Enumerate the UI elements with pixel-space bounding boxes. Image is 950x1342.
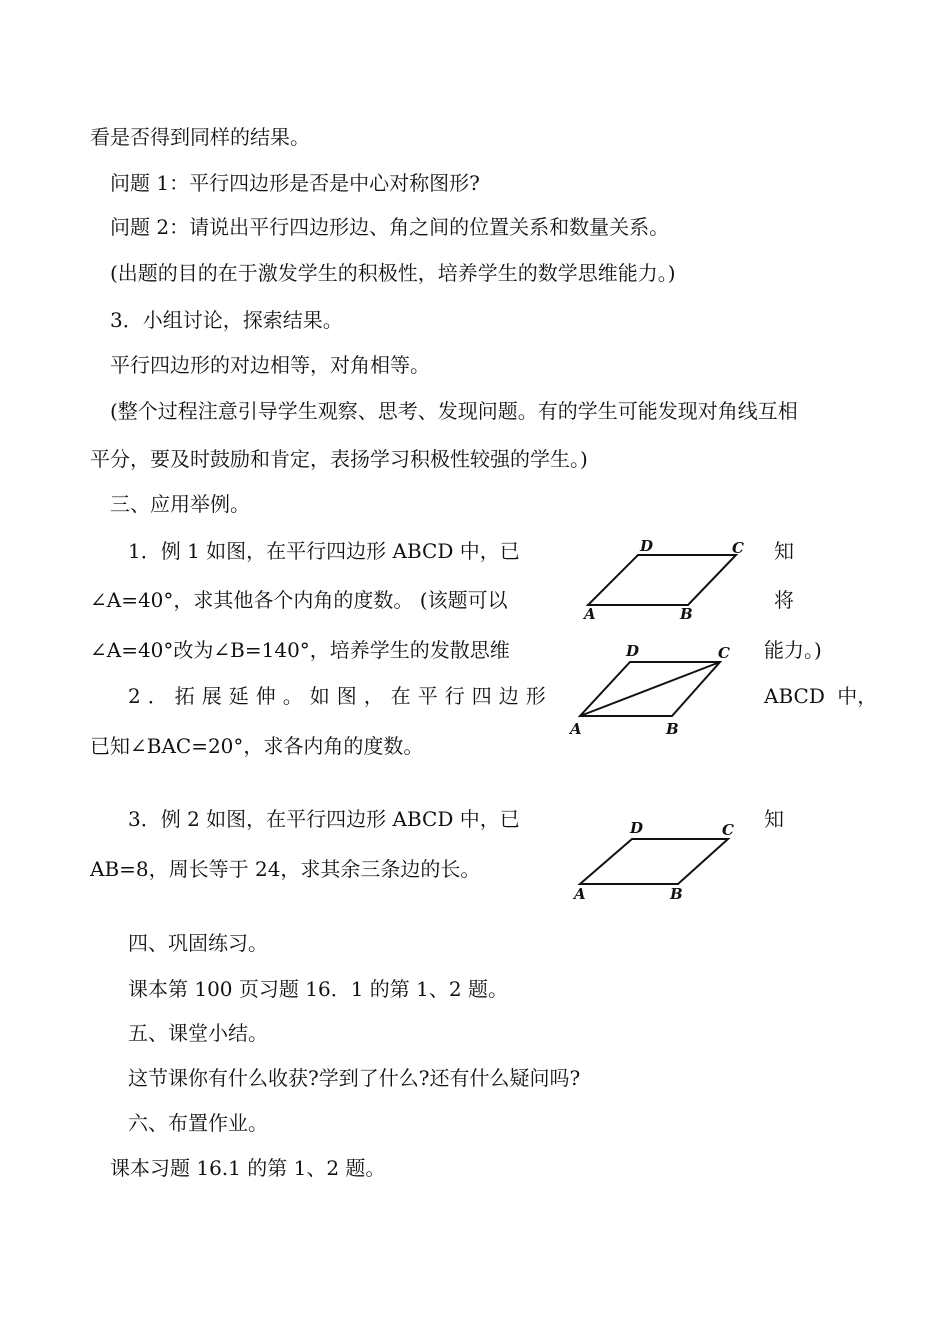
- vertex-label-a: A: [584, 605, 596, 623]
- text-line: 平行四边形的对边相等，对角相等。: [110, 353, 430, 377]
- parallelogram-figure-1: [578, 535, 758, 623]
- vertex-label-a: A: [574, 885, 586, 903]
- section-heading-4: 四、巩固练习。: [128, 931, 268, 955]
- section-heading-6: 六、布置作业。: [128, 1111, 268, 1135]
- parallelogram-figure-2: [568, 640, 748, 740]
- text-line: 课本习题 16.1 的第 1、2 题。: [110, 1156, 386, 1180]
- vertex-label-d: D: [640, 537, 654, 555]
- note-process-cont: 平分，要及时鼓励和肯定，表扬学习积极性较强的学生。): [90, 447, 588, 471]
- example-1-line-2-tail: 将: [774, 588, 794, 612]
- vertex-label-a: A: [570, 720, 582, 738]
- text-line: 看是否得到同样的结果。: [90, 125, 310, 149]
- question-1: 问题 1：平行四边形是否是中心对称图形?: [110, 171, 480, 195]
- example-1-line-3: ∠A=40°改为∠B=140°，培养学生的发散思维: [90, 638, 510, 662]
- example-1-line-1-tail: 知: [774, 539, 794, 563]
- section-step-3: 3．小组讨论，探索结果。: [110, 308, 343, 332]
- vertex-label-c: C: [732, 539, 744, 557]
- note-purpose: (出题的目的在于激发学生的积极性，培养学生的数学思维能力。): [110, 261, 676, 285]
- parallelogram-shape: [580, 839, 728, 884]
- vertex-label-d: D: [626, 642, 640, 660]
- example-1-line-2: ∠A=40°，求其他各个内角的度数。 (该题可以: [90, 588, 508, 612]
- parallelogram-figure-3: [570, 817, 750, 903]
- example-2-line-1: 2．拓展延伸。如图，在平行四边形: [128, 684, 553, 708]
- example-3-line-1: 3．例 2 如图，在平行四边形 ABCD 中，已: [128, 807, 520, 831]
- diagonal-ac: [580, 662, 720, 716]
- example-1-line-1: 1．例 1 如图，在平行四边形 ABCD 中，已: [128, 539, 520, 563]
- vertex-label-c: C: [718, 644, 730, 662]
- vertex-label-b: B: [680, 605, 693, 623]
- vertex-label-b: B: [666, 720, 679, 738]
- note-process: (整个过程注意引导学生观察、思考、发现问题。有的学生可能发现对角线互相: [110, 399, 798, 423]
- vertex-label-b: B: [670, 885, 683, 903]
- example-1-line-3-tail: 能力。): [764, 638, 822, 662]
- vertex-label-d: D: [630, 819, 644, 837]
- example-2-line-2: 已知∠BAC=20°，求各内角的度数。: [90, 734, 424, 758]
- example-3-line-1-tail: 知: [764, 807, 784, 831]
- text-line: 这节课你有什么收获?学到了什么?还有什么疑问吗?: [128, 1066, 581, 1090]
- section-heading-5: 五、课堂小结。: [128, 1021, 268, 1045]
- example-2-line-1-tail: ABCD 中，: [764, 684, 878, 708]
- section-heading-3: 三、应用举例。: [110, 492, 250, 516]
- parallelogram-shape: [588, 555, 736, 605]
- vertex-label-c: C: [722, 821, 734, 839]
- example-3-line-2: AB=8，周长等于 24，求其余三条边的长。: [90, 857, 481, 881]
- text-line: 课本第 100 页习题 16．1 的第 1、2 题。: [128, 977, 508, 1001]
- question-2: 问题 2：请说出平行四边形边、角之间的位置关系和数量关系。: [110, 215, 670, 239]
